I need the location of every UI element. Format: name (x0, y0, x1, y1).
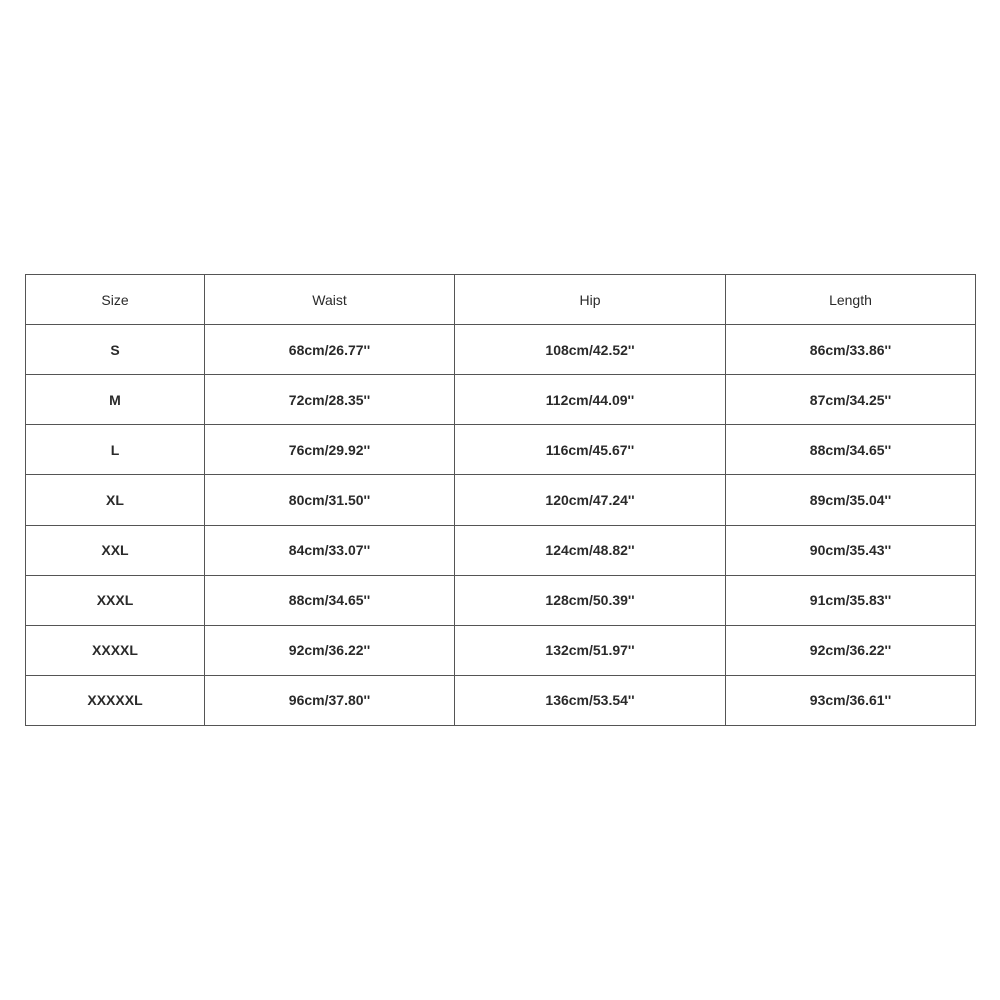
cell-length: 90cm/35.43'' (726, 525, 976, 575)
table-row (26, 675, 976, 725)
cell-length: 86cm/33.86'' (726, 325, 976, 375)
cell-size: XXL (26, 525, 205, 575)
cell-waist: 84cm/33.07'' (205, 525, 455, 575)
cell-hip: 120cm/47.24'' (455, 475, 726, 525)
cell-waist: 72cm/28.35'' (205, 375, 455, 425)
header-hip: Hip (455, 275, 726, 325)
cell-waist: 80cm/31.50'' (205, 475, 455, 525)
cell-waist: 96cm/37.80'' (205, 675, 455, 725)
cell-size: XL (26, 475, 205, 525)
cell-waist: 92cm/36.22'' (205, 625, 455, 675)
cell-length: 92cm/36.22'' (726, 625, 976, 675)
cell-size: XXXXXL (26, 675, 205, 725)
table-row (26, 475, 976, 525)
cell-length: 91cm/35.83'' (726, 575, 976, 625)
table-row (26, 375, 976, 425)
header-size: Size (26, 275, 205, 325)
header-waist: Waist (205, 275, 455, 325)
cell-size: M (26, 375, 205, 425)
table-header-row (26, 275, 976, 325)
size-chart-table (25, 274, 976, 726)
cell-size: XXXL (26, 575, 205, 625)
cell-length: 93cm/36.61'' (726, 675, 976, 725)
cell-length: 89cm/35.04'' (726, 475, 976, 525)
table-row (26, 525, 976, 575)
cell-size: S (26, 325, 205, 375)
cell-hip: 112cm/44.09'' (455, 375, 726, 425)
cell-hip: 128cm/50.39'' (455, 575, 726, 625)
cell-size: L (26, 425, 205, 475)
table-row (26, 425, 976, 475)
cell-hip: 132cm/51.97'' (455, 625, 726, 675)
cell-waist: 76cm/29.92'' (205, 425, 455, 475)
cell-waist: 68cm/26.77'' (205, 325, 455, 375)
cell-hip: 108cm/42.52'' (455, 325, 726, 375)
cell-hip: 136cm/53.54'' (455, 675, 726, 725)
table-row (26, 625, 976, 675)
cell-waist: 88cm/34.65'' (205, 575, 455, 625)
table-row (26, 575, 976, 625)
cell-length: 87cm/34.25'' (726, 375, 976, 425)
table-row (26, 325, 976, 375)
cell-hip: 124cm/48.82'' (455, 525, 726, 575)
cell-hip: 116cm/45.67'' (455, 425, 726, 475)
cell-size: XXXXL (26, 625, 205, 675)
cell-length: 88cm/34.65'' (726, 425, 976, 475)
header-length: Length (726, 275, 976, 325)
